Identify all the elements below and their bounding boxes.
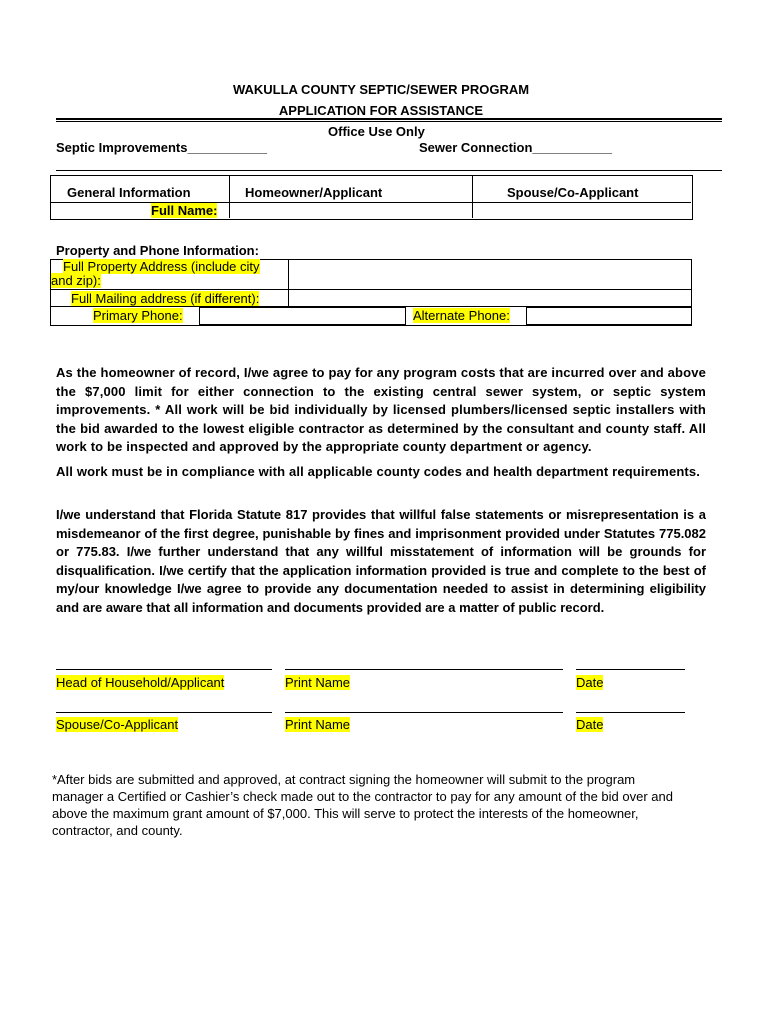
footnote: *After bids are submitted and approved, at contract signing the homeowner will submit to the program manager a Certified or Cashier’s check made out to the contractor to pay for any amount of the bid over and above the maximum grant amount of $7,000. This will serve to protect the interests of the homeowner, contractor, and county. (52, 772, 673, 838)
alternate-phone-label: Alternate Phone: (413, 308, 510, 323)
property-address-label: Full Property Address (include city and zip): (51, 259, 260, 288)
general-info-table (50, 175, 693, 220)
septic-improvements-field[interactable]: Septic Improvements___________ (56, 140, 268, 155)
mailing-address-label: Full Mailing address (if different): (71, 291, 260, 306)
print-name-label: Print Name (285, 675, 351, 690)
primary-phone-label: Primary Phone: (93, 308, 183, 323)
compliance-paragraph: All work must be in compliance with all applicable county codes and health department requirements. (56, 464, 701, 479)
applicant-date-line[interactable] (576, 669, 685, 670)
date-label: Date (576, 675, 604, 690)
spouse-print-name-line[interactable] (285, 712, 563, 713)
form-subtitle: APPLICATION FOR ASSISTANCE (278, 103, 484, 118)
head-of-household-label: Head of Household/Applicant (56, 675, 225, 690)
print-name-label-2: Print Name (285, 717, 351, 732)
spouse-date-line[interactable] (576, 712, 685, 713)
spouse-full-name-input[interactable] (473, 203, 691, 218)
cost-agreement-paragraph: As the homeowner of record, I/we agree to pay for any program costs that are incurred over and above the $7,000 limit for either connection to the existing central sewer system, or septic system improvements. * All work will be bid individually by licensed plumbers/licensed septic installers with the bid awarded to the lowest eligible contractor as determined by the consultant and county staff. All work to be inspected and approved by the appropriate county department or agency. (56, 365, 706, 454)
property-section-title: Property and Phone Information: (56, 243, 259, 258)
property-table (50, 259, 692, 326)
form-title: WAKULLA COUNTY SEPTIC/SEWER PROGRAM (232, 82, 530, 97)
general-info-header: General Information (67, 185, 191, 200)
divider-rule (56, 170, 722, 171)
sewer-connection-field[interactable]: Sewer Connection___________ (419, 140, 612, 155)
applicant-full-name-input[interactable] (230, 203, 471, 218)
spouse-header: Spouse/Co-Applicant (507, 185, 639, 200)
date-label-2: Date (576, 717, 604, 732)
alternate-phone-input[interactable] (526, 307, 692, 325)
spouse-co-applicant-label: Spouse/Co-Applicant (56, 717, 179, 732)
applicant-signature-line[interactable] (56, 669, 272, 670)
property-address-input[interactable] (289, 260, 691, 289)
header-rule (56, 118, 722, 120)
header-rule-thin (56, 121, 722, 122)
mailing-address-input[interactable] (289, 290, 691, 306)
spouse-signature-line[interactable] (56, 712, 272, 713)
office-use-label: Office Use Only (328, 124, 425, 139)
primary-phone-input[interactable] (199, 307, 406, 325)
certification-paragraph: I/we understand that Florida Statute 817 provides that willful false statements or misrepresentation is a misdemeanor of the first degree, punishable by fines and imprisonment provided under Statutes 775.082 or 775.83. I/we further understand that any willful misstatement of information will be grounds for disqualification. I/we certify that the application information provided is true and complete to the best of my/our knowledge I/we agree to provide any documentation needed to assist in determining eligibility and are aware that all information and documents provided are a matter of public record. (56, 507, 706, 615)
homeowner-header: Homeowner/Applicant (245, 185, 383, 200)
full-name-label: Full Name: (151, 203, 218, 218)
applicant-print-name-line[interactable] (285, 669, 563, 670)
